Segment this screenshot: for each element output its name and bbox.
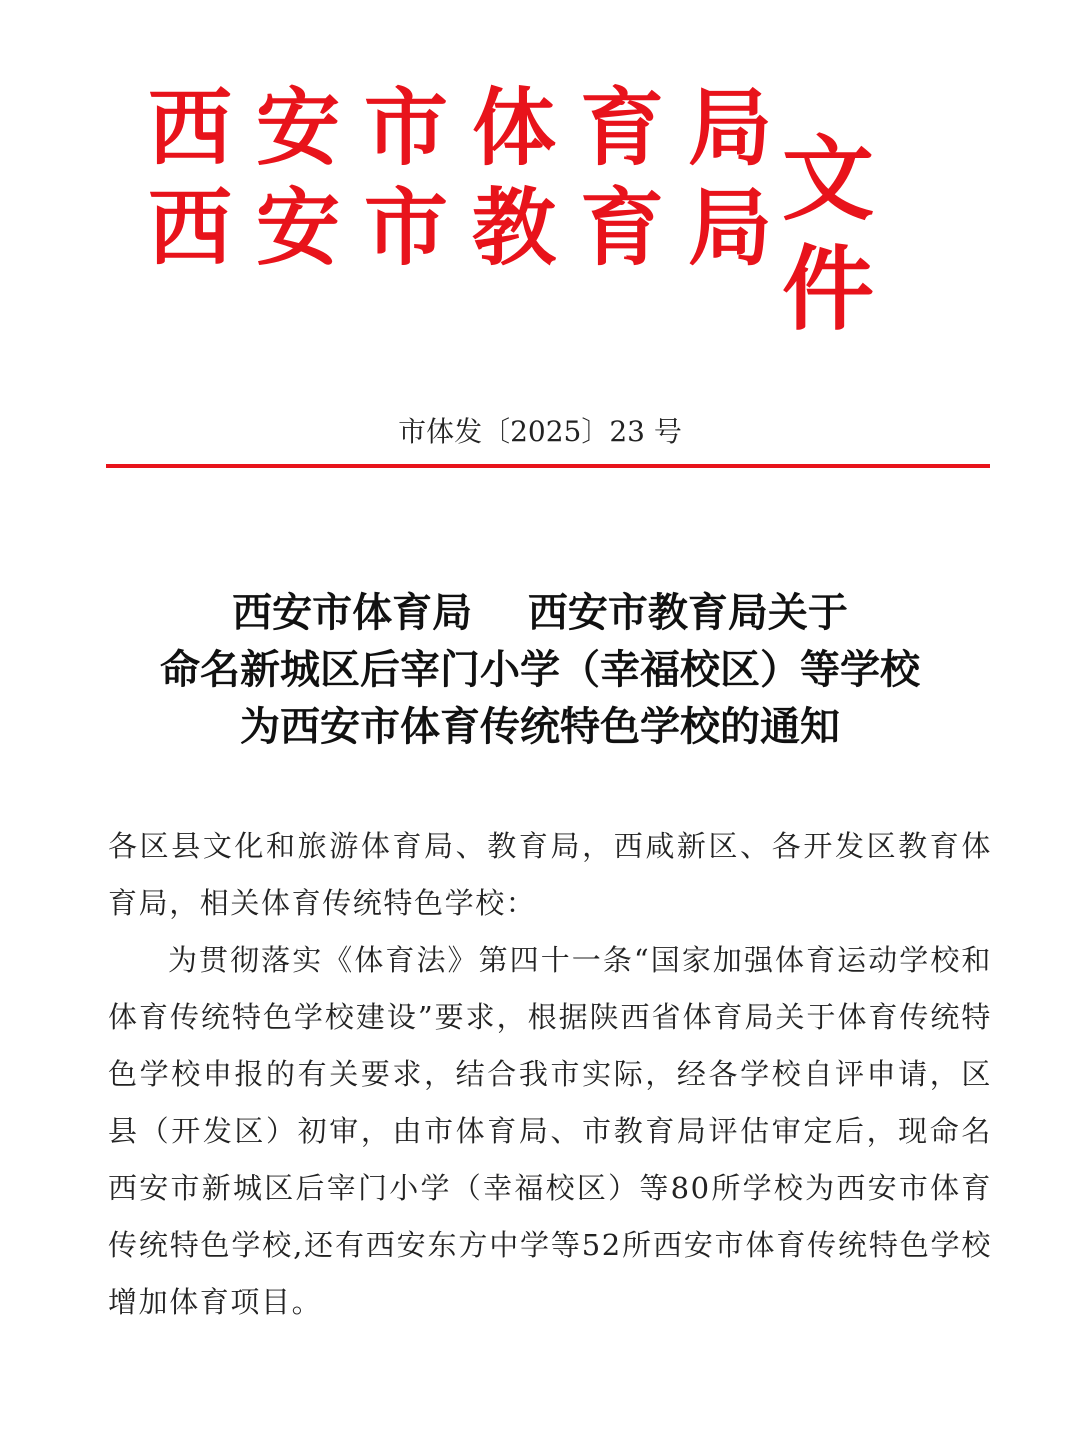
org2-char: 市	[363, 178, 448, 277]
body-paragraph: 为贯彻落实《体育法》第四十一条“国家加强体育运动学校和体育传统特色学校建设”要求，根据陕西省体育局关于体育传统特色学校申报的有关要求，结合我市实际，经各学校自评申请，区县（开发区）初审，由市体育局、市教育局评估审定后，现命名西安市新城区后宰门小学（幸福校区）等80所学校为西安市体育传统特色学校,还有西安东方中学等52所西安市体育传统特色学校增加体育项目。	[108, 943, 992, 1319]
org1-char: 育	[579, 78, 664, 177]
issuing-org-education-bureau	[140, 178, 780, 278]
notice-title	[0, 584, 1080, 755]
notice-body	[108, 818, 992, 1331]
issuing-org-sports-bureau	[140, 78, 780, 178]
document-header	[140, 78, 960, 343]
org1-char: 西	[147, 78, 232, 177]
org1-char: 局	[687, 78, 772, 177]
org1-char: 体	[471, 78, 556, 177]
salutation: 各区县文化和旅游体育局、教育局，西咸新区、各开发区教育体育局，相关体育传统特色学校：	[108, 829, 992, 920]
org1-char: 市	[363, 78, 448, 177]
red-divider	[106, 464, 990, 468]
document-suffix: 文件	[782, 125, 879, 343]
org2-char: 教	[471, 178, 556, 277]
org2-char: 安	[255, 178, 340, 277]
org1-char: 安	[255, 78, 340, 177]
org2-char: 局	[687, 178, 772, 277]
title-line-2: 命名新城区后宰门小学（幸福校区）等学校	[160, 646, 920, 693]
org2-char: 育	[579, 178, 664, 277]
org2-char: 西	[147, 178, 232, 277]
document-number: 市体发〔2025〕23 号	[398, 415, 682, 448]
title-line-1: 西安市体育局 西安市教育局关于	[232, 589, 848, 636]
title-line-3: 为西安市体育传统特色学校的通知	[240, 703, 840, 750]
